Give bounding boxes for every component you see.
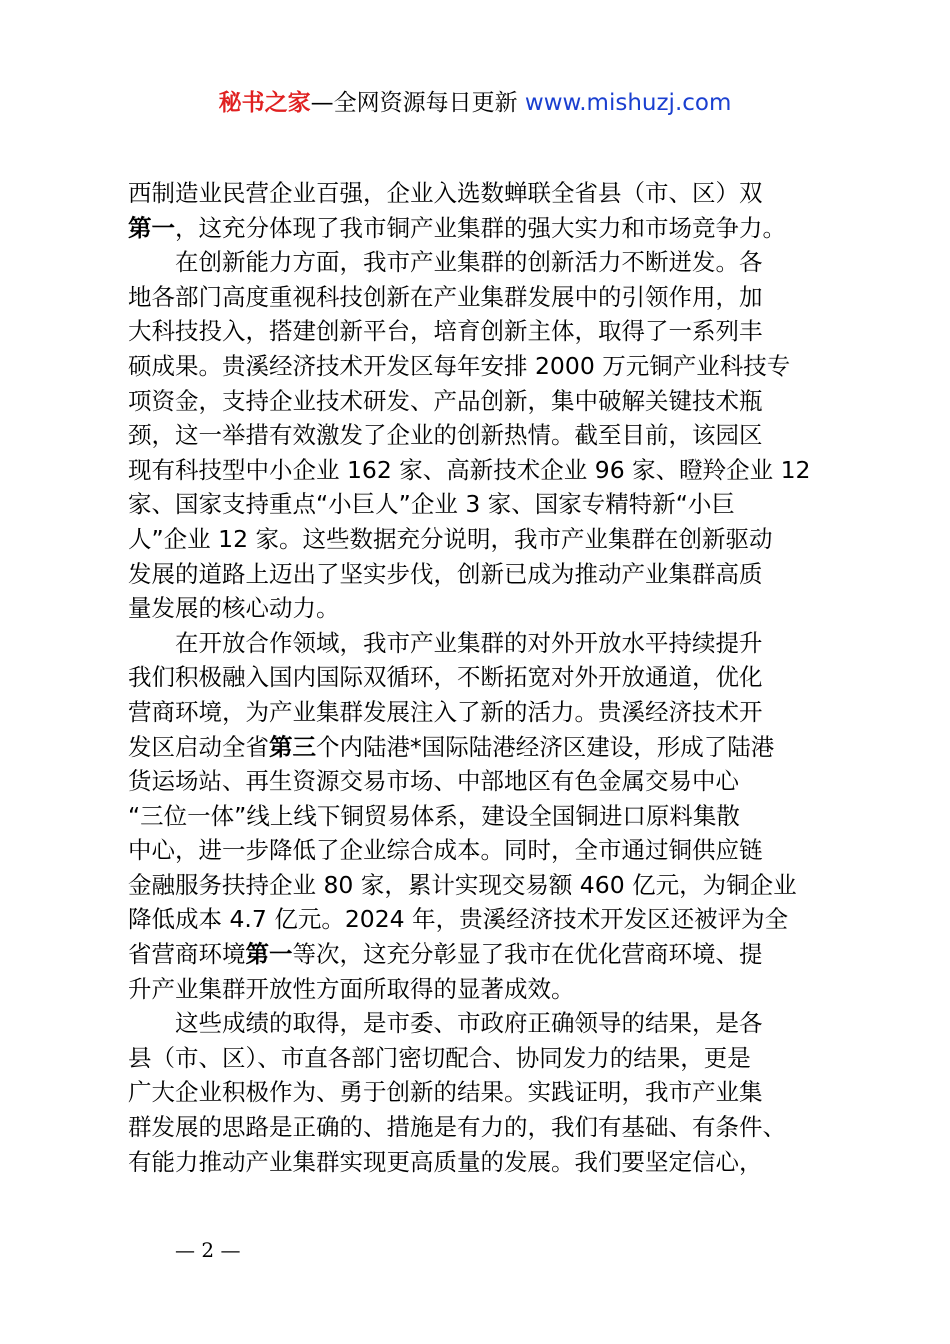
header-tagline: —全网资源每日更新 — [310, 90, 525, 116]
text-line — [128, 730, 848, 765]
paragraph — [128, 176, 848, 245]
text-line: 货运场站、再生资源交易市场、中部地区有色金属交易中心 — [128, 767, 739, 796]
paragraph — [128, 1006, 848, 1179]
text-line: 项资金，支持企业技术研发、产品创新，集中破解关键技术瓶 — [128, 386, 763, 415]
text-line: 降低成本 4.7 亿元。2024 年，贵溪经济技术开发区还被评为全 — [128, 905, 789, 934]
paragraph — [128, 626, 848, 1007]
text-run: 发区启动全省 — [128, 732, 269, 761]
paragraph — [128, 245, 848, 626]
text-line: 颈，这一举措有效激发了企业的创新热情。截至目前，该园区 — [128, 421, 763, 450]
text-line: 在创新能力方面，我市产业集群的创新活力不断迸发。各 — [175, 248, 763, 277]
bold-text: 第三 — [269, 732, 316, 761]
text-run: 省营商环境 — [128, 940, 246, 969]
document-header — [0, 88, 950, 118]
bold-text: 第一 — [245, 940, 293, 969]
page-number: — 2 — — [175, 1238, 241, 1262]
text-line: 量发展的核心动力。 — [128, 594, 340, 623]
text-line: “三位一体”线上线下铜贸易体系，建设全国铜进口原料集散 — [128, 801, 740, 830]
text-line: 在开放合作领域，我市产业集群的对外开放水平持续提升 — [175, 628, 763, 657]
text-line: 我们积极融入国内国际双循环，不断拓宽对外开放通道，优化 — [128, 663, 763, 692]
header-site-link[interactable]: www.mishuzj.com — [524, 90, 732, 116]
text-line: 中心，进一步降低了企业综合成本。同时，全市通过铜供应链 — [128, 836, 763, 865]
text-line — [128, 211, 848, 246]
text-line: 硕成果。贵溪经济技术开发区每年安排 2000 万元铜产业科技专 — [128, 351, 791, 380]
text-line: 县（市、区）、市直各部门密切配合、协同发力的结果，更是 — [128, 1043, 751, 1072]
text-line: 金融服务扶持企业 80 家，累计实现交易额 460 亿元，为铜企业 — [128, 870, 797, 899]
text-line — [128, 937, 848, 972]
text-line: 这些成绩的取得，是市委、市政府正确领导的结果，是各 — [175, 1009, 763, 1038]
text-line: 群发展的思路是正确的、措施是有力的，我们有基础、有条件、 — [128, 1113, 786, 1142]
text-line: 地各部门高度重视科技创新在产业集群发展中的引领作用，加 — [128, 282, 763, 311]
text-line: 家、国家支持重点“小巨人”企业 3 家、国家专精特新“小巨 — [128, 490, 735, 519]
text-line: 广大企业积极作为、勇于创新的结果。实践证明，我市产业集 — [128, 1078, 763, 1107]
text-line: 发展的道路上迈出了坚实步伐，创新已成为推动产业集群高质 — [128, 559, 763, 588]
text-line: 人”企业 12 家。这些数据充分说明，我市产业集群在创新驱动 — [128, 524, 773, 553]
text-line: 升产业集群开放性方面所取得的显著成效。 — [128, 974, 575, 1003]
text-line: 现有科技型中小企业 162 家、高新技术企业 96 家、瞪羚企业 12 — [128, 455, 811, 484]
text-line: 西制造业民营企业百强，企业入选数蝉联全省县（市、区）双 — [128, 179, 763, 207]
header-brand: 秘书之家 — [218, 90, 311, 116]
text-run: 个内陆港*国际陆港经济区建设，形成了陆港 — [316, 732, 775, 761]
document-body — [128, 176, 848, 1179]
bold-text: 第一 — [128, 213, 175, 242]
text-line: 大科技投入，搭建创新平台，培育创新主体，取得了一系列丰 — [128, 317, 763, 346]
text-line: 有能力推动产业集群实现更高质量的发展。我们要坚定信心， — [128, 1147, 763, 1176]
text-run: 等次，这充分彰显了我市在优化营商环境、提 — [292, 940, 763, 969]
text-run: ，这充分体现了我市铜产业集群的强大实力和市场竞争力。 — [175, 213, 786, 242]
text-line: 营商环境，为产业集群发展注入了新的活力。贵溪经济技术开 — [128, 697, 763, 726]
